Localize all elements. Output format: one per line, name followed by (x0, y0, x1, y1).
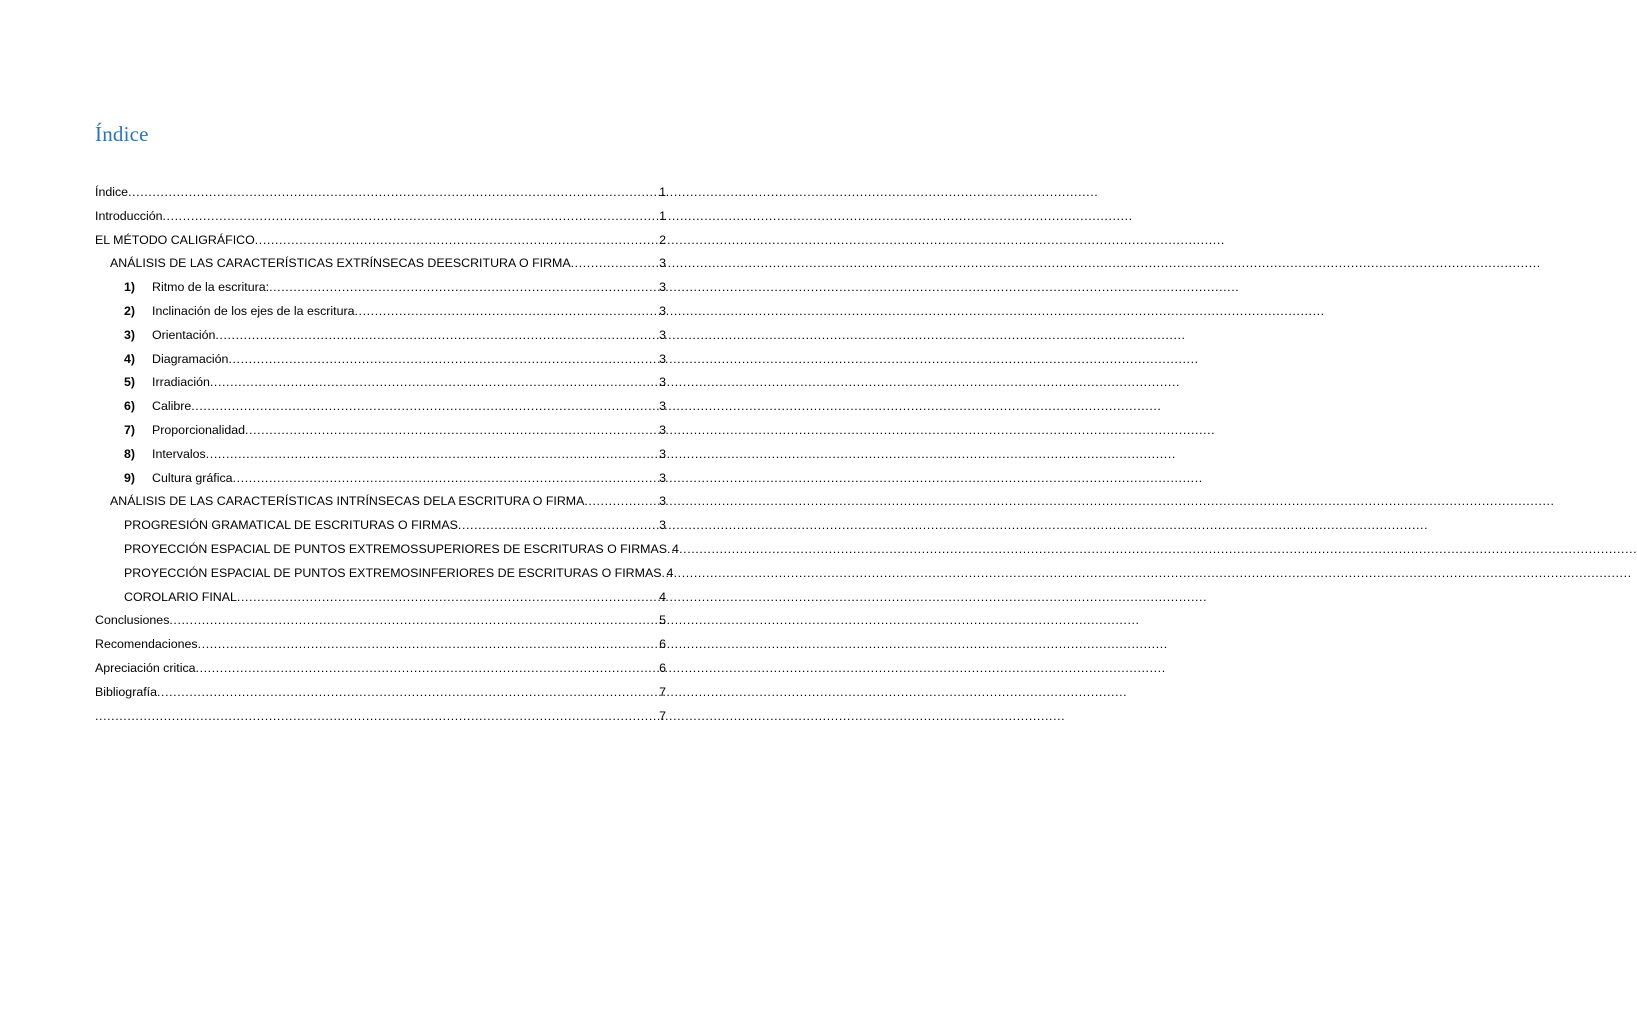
toc-entry-page-number: 3 (659, 399, 666, 414)
toc-entry[interactable] (95, 375, 666, 399)
toc-entry-title: Bibliografía (95, 684, 157, 699)
toc-entry-title: COROLARIO FINAL (124, 589, 237, 604)
toc-entry[interactable] (95, 304, 666, 328)
dot-leader (157, 685, 658, 699)
toc-entry-number: 2) (124, 303, 136, 318)
toc-entry-page-number: 1 (659, 208, 666, 223)
toc-entry-page-number: 5 (659, 613, 666, 628)
dot-leader (255, 233, 658, 247)
toc-entry[interactable] (95, 233, 666, 257)
toc-entry-title: Apreciación critica (95, 660, 196, 675)
toc-entry[interactable] (95, 471, 666, 495)
dot-leader (233, 471, 659, 485)
toc-entry[interactable] (95, 256, 666, 280)
toc-entry-page-number: 2 (659, 232, 666, 247)
toc-entry[interactable] (95, 685, 666, 709)
toc-entry[interactable] (95, 541, 679, 566)
toc-entry-page-number: 3 (659, 494, 666, 509)
toc-entry-page-number: 3 (659, 470, 666, 485)
toc-heading: Índice (95, 122, 149, 146)
toc-entry-title: ANÁLISIS DE LAS CARACTERÍSTICAS EXTRÍNSECAS DEESCRITURA O FIRMA (110, 256, 571, 271)
toc-entry-page-number: 6 (659, 660, 666, 675)
toc-entry-title: Intervalos (152, 446, 206, 461)
toc-entry-number: 1) (124, 280, 136, 295)
toc-entry[interactable] (95, 661, 666, 685)
dot-leader (95, 709, 658, 723)
dot-leader (196, 661, 659, 675)
toc-entry-page-number: 3 (659, 280, 666, 295)
toc-entry-page-number: 3 (659, 303, 666, 318)
dot-leader (355, 304, 659, 318)
toc-entry-title: Recomendaciones (95, 637, 198, 652)
toc-entry[interactable] (95, 280, 666, 304)
toc-entry-page-number: 3 (659, 422, 666, 437)
toc-entry-title: Conclusiones (95, 613, 170, 628)
dot-leader (228, 352, 658, 366)
toc-entry-title: Calibre (152, 399, 192, 414)
toc-entry-number: 4) (124, 351, 136, 366)
toc-entry[interactable] (95, 352, 666, 376)
toc-entry[interactable] (95, 613, 666, 637)
dot-leader (206, 447, 658, 461)
toc-entry[interactable] (95, 709, 666, 733)
toc-entry[interactable] (95, 518, 666, 542)
toc-entry-page-number: 7 (659, 684, 666, 699)
toc-entry-page-number: 3 (659, 375, 666, 390)
dot-leader (237, 590, 658, 604)
toc-entry-number: 6) (124, 399, 136, 414)
dot-leader (215, 328, 658, 342)
toc-entry[interactable] (95, 494, 666, 518)
dot-leader (245, 423, 658, 437)
toc-entry-page-number: 3 (659, 518, 666, 533)
toc-entry-page-number: 4 (666, 565, 674, 580)
toc-entry-number: 8) (124, 446, 136, 461)
toc-entry[interactable] (95, 637, 666, 661)
toc-entry-number: 3) (124, 327, 136, 342)
toc-entry[interactable] (95, 565, 674, 590)
toc-entry[interactable] (95, 423, 666, 447)
toc-entry[interactable] (95, 447, 666, 471)
dot-leader (210, 375, 658, 389)
toc-entry-title: PROGRESIÓN GRAMATICAL DE ESCRITURAS O FIRMAS (124, 518, 458, 533)
table-of-contents (95, 185, 679, 732)
dot-leader (584, 494, 658, 508)
dot-leader (191, 399, 658, 413)
toc-entry[interactable] (95, 328, 666, 352)
toc-entry-page-number: 4 (659, 589, 666, 604)
toc-entry[interactable] (95, 185, 666, 209)
toc-entry-title: Introducción (95, 208, 163, 223)
dot-leader (458, 518, 658, 532)
document-page (0, 0, 768, 1024)
dot-leader (571, 256, 658, 270)
toc-entry-title: Índice (95, 185, 129, 199)
toc-entry-number: 9) (124, 470, 136, 485)
toc-entry-title: PROYECCIÓN ESPACIAL DE PUNTOS EXTREMOSSUPERIORES DE ESCRITURAS O FIRMAS (124, 541, 667, 556)
toc-entry-page-number: 3 (659, 327, 666, 342)
toc-entry[interactable] (95, 399, 666, 423)
toc-entry-page-number: 1 (659, 185, 666, 199)
toc-entry-title: Proporcionalidad (152, 422, 245, 437)
dot-leader (269, 280, 658, 294)
dot-leader (198, 637, 658, 651)
toc-entry-title: Diagramación (152, 351, 229, 366)
toc-entry-title: Orientación (152, 327, 216, 342)
toc-entry-title: Cultura gráfica (152, 470, 233, 485)
dot-leader (169, 613, 658, 627)
dot-leader (128, 185, 658, 199)
toc-entry-title: Inclinación de los ejes de la escritura (152, 303, 355, 318)
toc-entry-page-number: 7 (659, 708, 666, 723)
toc-entry-page-number: 3 (659, 351, 666, 366)
toc-entry-number: 5) (124, 375, 136, 390)
toc-entry-page-number: 3 (659, 256, 666, 271)
toc-entry-page-number: 4 (672, 541, 679, 556)
toc-entry-title: PROYECCIÓN ESPACIAL DE PUNTOS EXTREMOSINFERIORES DE ESCRITURAS O FIRMAS (124, 565, 662, 580)
toc-entry[interactable] (95, 590, 666, 614)
toc-entry-number: 7) (124, 422, 136, 437)
toc-entry-page-number: 3 (659, 446, 666, 461)
toc-entry-page-number: 6 (659, 637, 666, 652)
toc-entry[interactable] (95, 209, 666, 233)
toc-entry-title: ANÁLISIS DE LAS CARACTERÍSTICAS INTRÍNSECAS DELA ESCRITURA O FIRMA (110, 494, 585, 509)
toc-entry-title: Irradiación (152, 375, 210, 390)
toc-entry-title: Ritmo de la escritura: (152, 280, 270, 295)
toc-entry-title: EL MÉTODO CALIGRÁFICO (95, 232, 255, 247)
dot-leader (163, 209, 659, 223)
